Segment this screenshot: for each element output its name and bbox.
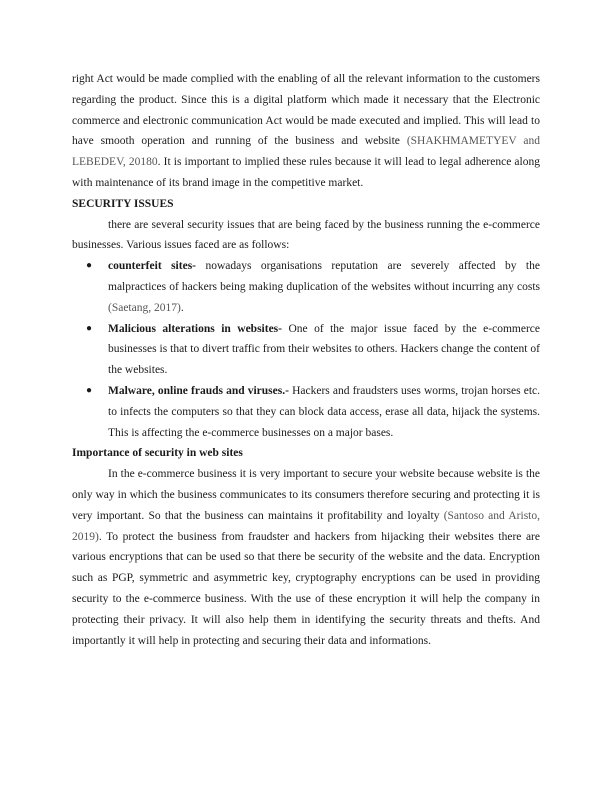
importance-heading: Importance of security in web sites [72, 447, 243, 460]
bullet-icon: ● [86, 260, 93, 272]
list-item-term: counterfeit sites- [108, 260, 196, 273]
list-item-text: Hackers and fraudsters uses worms, trojan horses etc. to infects the computers so that they can block data access, erase all data, hijack the systems. This is affecting the e-commerce businesses on a major bases. [108, 384, 541, 439]
list-item-term: Malicious alterations in websites- [108, 322, 282, 335]
bullet-icon: ● [86, 384, 93, 396]
list-item-end: . [180, 301, 184, 314]
intro-text-1: right Act would be made complied with the enabling of all the relevant information to the customers regarding the product. Since this is a digital platform which made it necessary that the Electronic commerce and electronic communication Act would be made executed and implied. This will lead to have smooth operation and running of the business and website [72, 73, 540, 148]
importance-text-2: . To protect the business from fraudster and hackers from hijacking their websites there are various encryptions that can be used so that there be security of the website and the data. Encryption such as PGP, symmetric and asymmetric key, cryptography encryptions can be used in providing security to the e-commerce business. With the use of these encryption it will help the company in protecting their privacy. It will also help them in identifying the security threats and thefts. And importantly it will help in protecting and securing their data and informations. [72, 530, 540, 647]
list-item [72, 256, 540, 318]
list-item-text: nowadays organisations reputation are severely affected by the malpractices of hackers being making duplication of the websites without incurring any costs [108, 260, 540, 293]
importance-paragraph [72, 464, 540, 651]
list-item [72, 381, 540, 443]
security-intro-paragraph: there are several security issues that are being faced by the business running the e-commerce businesses. Various issues faced are as follows: [72, 218, 540, 252]
security-issues-list [72, 256, 540, 443]
document-page [72, 69, 540, 651]
list-item-citation: (Saetang, 2017) [108, 301, 181, 314]
intro-citation: (SHAKHMAMETYEV and LEBEDEV, 20180 [72, 135, 541, 169]
security-issues-heading: SECURITY ISSUES [72, 197, 174, 210]
importance-text-1: In the e-commerce business it is very important to secure your website because website is the only way in which the business communicates to its consumers therefore securing and protecting it is very important. So that the business can maintains it profitability and loyalty [72, 468, 540, 522]
list-item [72, 319, 540, 381]
intro-text-2: . It is important to implied these rules because it will lead to legal adherence along with maintenance of its brand image in the competitive market. [72, 156, 540, 189]
list-item-text: One of the major issue faced by the e-commerce businesses is that to divert traffic from their websites to others. Hackers change the content of the websites. [108, 322, 540, 377]
bullet-icon: ● [86, 322, 93, 334]
intro-paragraph [72, 69, 540, 194]
list-item-term: Malware, online frauds and viruses.- [108, 384, 289, 397]
importance-citation: (Santoso and Aristo, 2019) [72, 509, 540, 543]
